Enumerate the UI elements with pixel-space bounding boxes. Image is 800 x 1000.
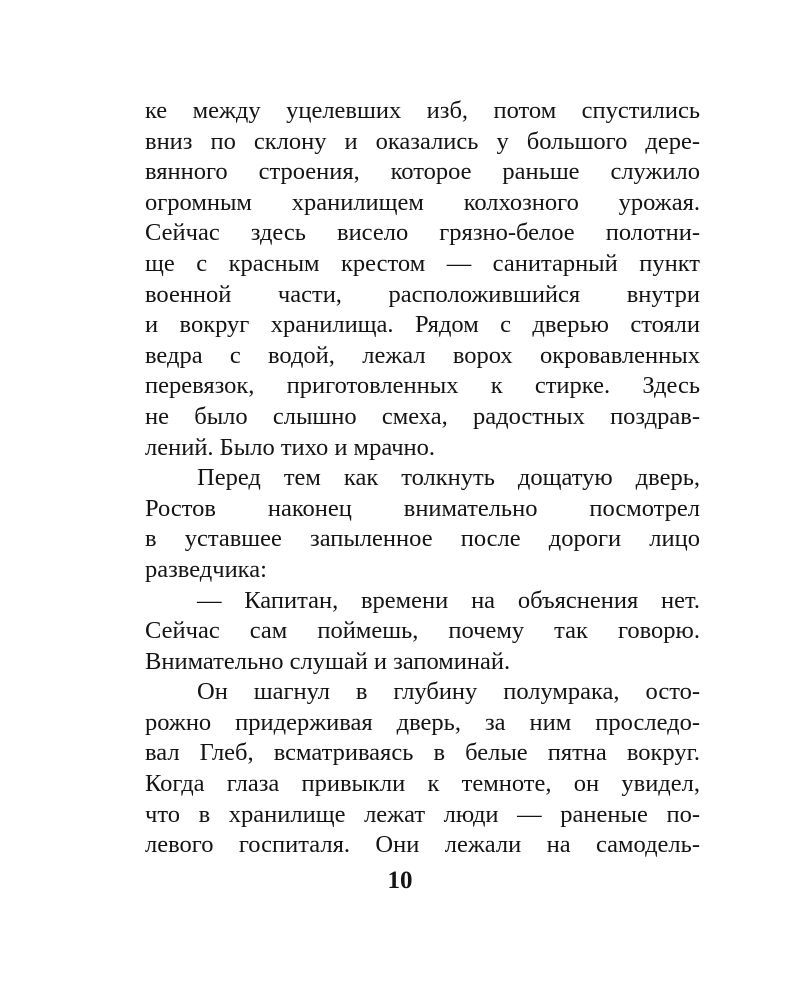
text-line: Он шагнул в глубину полумрака, осто- bbox=[197, 678, 700, 706]
text-line: военной части, расположившийся внутри bbox=[145, 280, 700, 308]
text-line: вянного строения, которое раньше служило bbox=[145, 158, 700, 186]
text-line: не было слышно смеха, радостных поздрав- bbox=[145, 402, 700, 430]
text-line: Внимательно слушай и запоминай. bbox=[145, 647, 511, 675]
text-line: ще с красным крестом — санитарный пункт bbox=[145, 249, 700, 277]
text-line: ведра с водой, лежал ворох окровавленных bbox=[145, 341, 700, 369]
text-line: — Капитан, времени на объяснения нет. bbox=[197, 586, 700, 614]
text-line: лений. Было тихо и мрачно. bbox=[145, 433, 436, 461]
text-line: рожно придерживая дверь, за ним проследо- bbox=[145, 708, 700, 736]
text-line: ке между уцелевших изб, потом спустились bbox=[145, 97, 700, 124]
text-line: перевязок, приготовленных к стирке. Здесь bbox=[145, 372, 700, 400]
text-line: Перед тем как толкнуть дощатую дверь, bbox=[197, 464, 700, 492]
text-line: вал Глеб, всматриваясь в белые пятна вокруг. bbox=[145, 739, 700, 767]
text-line: огромным хранилищем колхозного урожая. bbox=[145, 188, 700, 216]
body-text bbox=[145, 96, 700, 861]
text-line: в уставшее запыленное после дороги лицо bbox=[145, 525, 700, 553]
text-line: вниз по склону и оказались у большого дере- bbox=[145, 127, 700, 155]
text-line: Сейчас сам поймешь, почему так говорю. bbox=[145, 617, 700, 645]
text-line: Ростов наконец внимательно посмотрел bbox=[145, 494, 700, 522]
text-line: Когда глаза привыкли к темноте, он увидел, bbox=[145, 770, 700, 798]
text-line: и вокруг хранилища. Рядом с дверью стояли bbox=[145, 311, 700, 339]
text-line: разведчика: bbox=[145, 555, 267, 583]
page-number: 10 bbox=[387, 867, 413, 894]
text-line: левого госпиталя. Они лежали на самодель- bbox=[145, 831, 700, 859]
text-line: что в хранилище лежат люди — раненые по- bbox=[145, 800, 700, 828]
text-line: Сейчас здесь висело грязно-белое полотни- bbox=[145, 219, 700, 247]
